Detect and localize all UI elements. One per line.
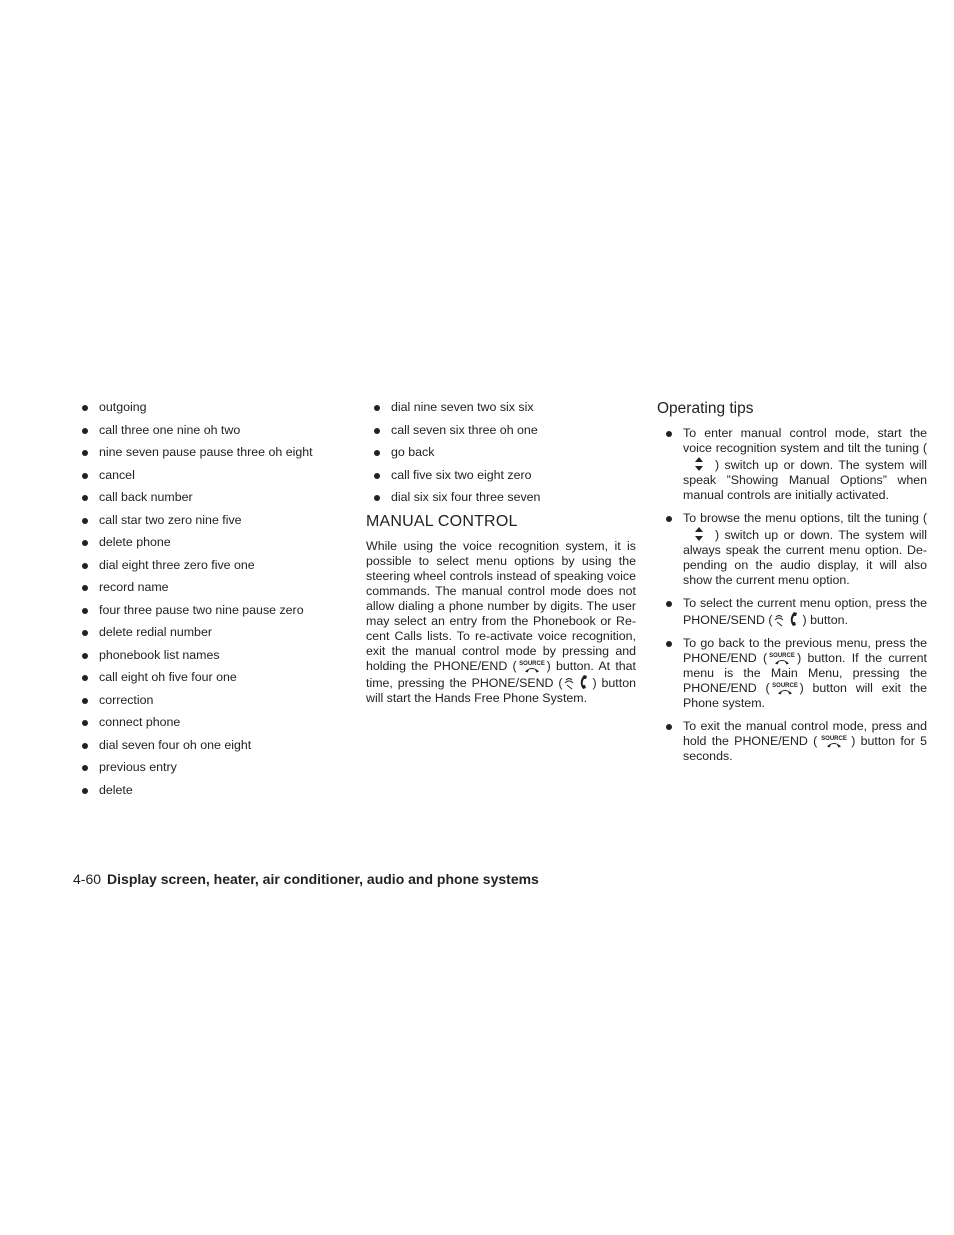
- list-item: delete phone: [80, 535, 350, 550]
- page-footer: [73, 871, 539, 887]
- operating-tips-heading: Operating tips: [657, 400, 754, 417]
- svg-text:SOURCE: SOURCE: [821, 736, 848, 742]
- bullet-icon: [374, 428, 380, 434]
- phone-send-icon: [563, 674, 593, 690]
- list-item: dial nine seven two six six: [372, 400, 636, 415]
- bullet-icon: [82, 450, 88, 456]
- list-item: call star two zero nine five: [80, 513, 350, 528]
- bullet-icon: [82, 720, 88, 726]
- list-item: outgoing: [80, 400, 350, 415]
- bullet-icon: [82, 540, 88, 546]
- bullet-icon: [82, 675, 88, 681]
- page-number: 4-60: [73, 871, 102, 887]
- bullet-icon: [82, 563, 88, 569]
- svg-text:SOURCE: SOURCE: [771, 683, 798, 689]
- list-item: call eight oh five four one: [80, 670, 350, 685]
- list-item: dial eight three zero five one: [80, 558, 350, 573]
- tip-item: To browse the menu options, tilt the tuning ( ) switch up or down. The system will always speak the current menu option. De-pending on the audio display, it will also show the current menu option.: [657, 511, 927, 588]
- svg-text:SOURCE: SOURCE: [769, 653, 795, 659]
- bullet-icon: [82, 518, 88, 524]
- left-column: [80, 400, 350, 805]
- list-item: delete: [80, 783, 350, 798]
- bullet-icon: [82, 585, 88, 591]
- bullet-icon: [82, 630, 88, 636]
- list-item: call five six two eight zero: [372, 468, 636, 483]
- bullet-icon: [82, 788, 88, 794]
- manual-control-heading: MANUAL CONTROL: [366, 513, 518, 530]
- voice-command-list-left: [80, 400, 350, 798]
- list-item: cancel: [80, 468, 350, 483]
- phone-end-source-icon: [770, 681, 800, 695]
- list-item: four three pause two nine pause zero: [80, 603, 350, 618]
- bullet-icon: [82, 405, 88, 411]
- list-item: dial seven four oh one eight: [80, 738, 350, 753]
- tip-item: To enter manual control mode, start the voice recognition system and tilt the tuning ( ) switch up or down. The system will speak ”Showing Manual Options” when manual controls are initially activated.: [657, 426, 927, 503]
- tuning-switch-icon: [693, 526, 705, 542]
- list-item: call three one nine oh two: [80, 423, 350, 438]
- bullet-icon: [82, 653, 88, 659]
- svg-text:SOURCE: SOURCE: [518, 661, 545, 667]
- tip-item: To select the current menu option, press the PHONE/SEND ( ) button.: [657, 596, 927, 628]
- phone-send-icon: [773, 611, 803, 627]
- right-column: [657, 400, 927, 772]
- list-item: call back number: [80, 490, 350, 505]
- operating-tips-list: [657, 426, 927, 764]
- phone-end-source-icon: [767, 651, 797, 665]
- bullet-icon: [666, 431, 672, 437]
- list-item: previous entry: [80, 760, 350, 775]
- bullet-icon: [666, 724, 672, 730]
- list-item: dial six six four three seven: [372, 490, 636, 505]
- list-item: phonebook list names: [80, 648, 350, 663]
- list-item: delete redial number: [80, 625, 350, 640]
- bullet-icon: [666, 601, 672, 607]
- bullet-icon: [82, 765, 88, 771]
- bullet-icon: [82, 698, 88, 704]
- bullet-icon: [374, 405, 380, 411]
- bullet-icon: [82, 428, 88, 434]
- bullet-icon: [374, 495, 380, 501]
- list-item: call seven six three oh one: [372, 423, 636, 438]
- bullet-icon: [82, 473, 88, 479]
- bullet-icon: [82, 608, 88, 614]
- manual-control-text: While using the voice recognition system, it is possible to select menu options by using the steering wheel controls instead of speaking voice commands. The manual control mode does not allow dialing a phone number by digits. The user may select an entry from the Phonebook or Re-cent Calls lists. To re-activate voice recognition, exit the manual control mode by pressing and holding the PHONE/END ( SOURCE ) button. At that time, pressing the PHONE/SEND ( ) button will start the Hands Free Phone System.: [366, 539, 636, 705]
- phone-end-source-icon: [817, 734, 851, 748]
- bullet-icon: [666, 516, 672, 522]
- list-item: go back: [372, 445, 636, 460]
- bullet-icon: [82, 495, 88, 501]
- bullet-icon: [666, 641, 672, 647]
- middle-column: [366, 400, 636, 706]
- chapter-title: Display screen, heater, air conditioner, audio and phone systems: [107, 871, 539, 887]
- voice-command-list-middle: [372, 400, 636, 505]
- bullet-icon: [374, 450, 380, 456]
- tip-item: To go back to the previous menu, press the PHONE/END ( SOURCE ) button. If the current menu is the Main Menu, pressing the PHONE/END ( SOURCE ) button will exit the Phone system.: [657, 636, 927, 711]
- list-item: record name: [80, 580, 350, 595]
- phone-end-source-icon: [517, 659, 547, 673]
- tip-item: To exit the manual control mode, press and hold the PHONE/END ( SOURCE ) button for 5 seconds.: [657, 719, 927, 764]
- tuning-switch-icon: [693, 456, 705, 472]
- list-item: connect phone: [80, 715, 350, 730]
- list-item: nine seven pause pause three oh eight: [80, 445, 350, 460]
- bullet-icon: [82, 743, 88, 749]
- bullet-icon: [374, 473, 380, 479]
- list-item: correction: [80, 693, 350, 708]
